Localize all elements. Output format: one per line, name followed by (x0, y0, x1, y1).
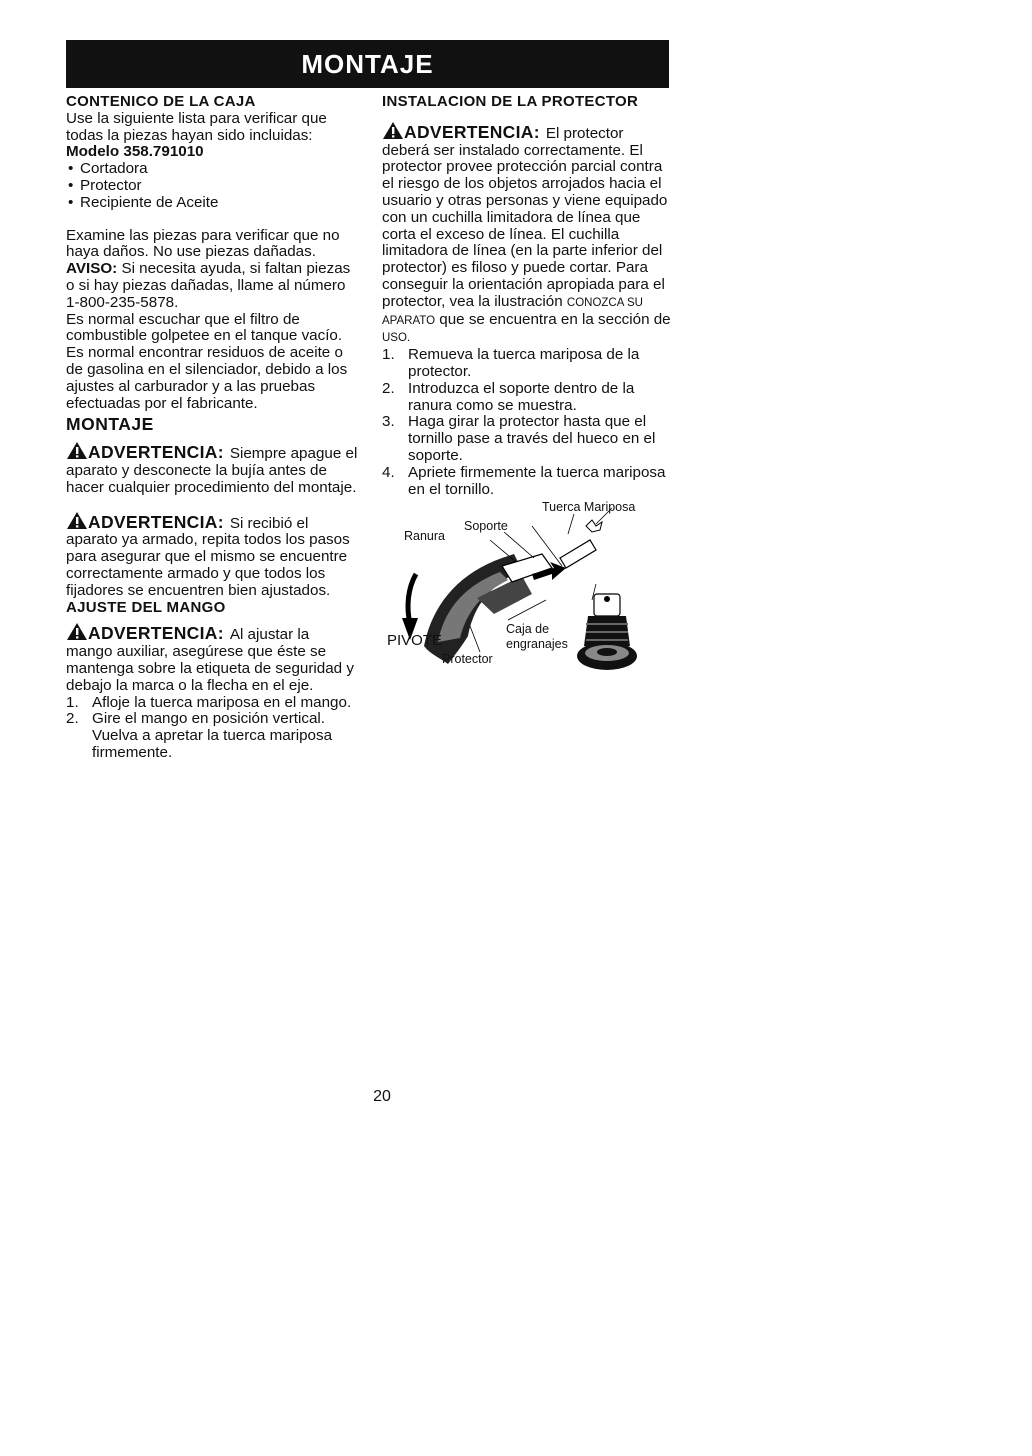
list-item: 2. Gire el mango en posición vertical. Vuelva a apretar la tuerca mariposa firmemente. (66, 710, 333, 761)
section-reference: USO. (382, 332, 411, 345)
warning-text: Si recibió el aparato ya armado, repita todos los pasos para asegurar que el mismo se encuentre correctamente armado y que todos los fijadores se encuentren bien ajustados. (66, 514, 350, 599)
pivot-label: PIVOTE (387, 632, 443, 649)
guard-label: Protector (442, 652, 493, 666)
aviso-label: AVISO: (66, 260, 118, 278)
warning-text: El protector deberá ser instalado correctamente. El protector provee protección parcial contra el riesgo de los objetos arrojados hacia el usuario y otras personas y viene equipado con un cuchilla limitadora de línea que corta el exceso de línea. El cuchilla limitadora de línea (en la parte inferior del protector) es filoso y puede cortar. Para conseguir la orientación apropiada para el protector, vea la ilustración (382, 124, 668, 310)
box-contents-heading: CONTENICO DE LA CAJA (66, 93, 256, 110)
montaje-heading: MONTAJE (66, 414, 154, 435)
warning-triangle-icon (382, 121, 404, 140)
warning-triangle-icon (66, 511, 88, 530)
warning-text: Siempre apague el aparato y desconecte la bujía antes de hacer cualquier procedimiento del montaje. (66, 445, 358, 496)
warning-block: ADVERTENCIA: El protector deberá ser instalado correctamente. El protector provee protección parcial contra el riesgo de los objetos arrojados hacia el usuario y otras personas y viene equipado con un cuchilla limitadora de línea que corta el exceso de línea. El cuchilla limitadora de línea (en la parte inferior del protector) es filoso y puede cortar. Para conseguir la orientación apropiada para el protector, vea la ilustración CONOZCA SU APARATO que se encuentra en la sección de USO. (382, 121, 671, 345)
warning-label: ADVERTENCIA: (88, 623, 224, 644)
model-number: Modelo 358.791010 (66, 143, 204, 161)
list-item: 4. Apriete firmemente la tuerca mariposa en el tornillo. (382, 463, 666, 498)
warning-text: Al ajustar la mango auxiliar, asegúrese que éste se mantenga sobre la etiqueta de seguridad y debajo la marca o la flecha en el eje. (66, 626, 354, 694)
warning-block (66, 511, 358, 600)
slot-label: Ranura (404, 529, 445, 543)
list-item: 2. Introduzca el soporte dentro de la ranura como se muestra. (382, 379, 635, 414)
support-label: Soporte (464, 519, 508, 533)
list-item: 1. Afloje la tuerca mariposa en el mango. (66, 693, 352, 711)
warning-label: ADVERTENCIA: (88, 511, 224, 532)
warning-label: ADVERTENCIA: (404, 121, 540, 142)
handle-adjust-heading: AJUSTE DEL MANGO (66, 598, 226, 616)
examine-paragraph: Examine las piezas para verificar que no haya daños. No use piezas dañadas. (66, 226, 340, 261)
aviso-text: Si necesita ayuda, si faltan piezas o si hay piezas dañadas, llame al número 1-800-235-5878. (66, 260, 351, 311)
list-item: 3. Haga girar la protector hasta que el tornillo pase a través del hueco en el soporte. (382, 413, 656, 464)
list-item: 1. Remueva la tuerca mariposa de la protector. (382, 346, 640, 380)
warning-triangle-icon (66, 441, 88, 460)
page-banner: MONTAJE (66, 40, 669, 88)
list-item: • Cortadora (66, 161, 358, 178)
guard-steps-list (382, 347, 674, 498)
gearbox-label-2: engranajes (506, 637, 568, 651)
page-number: 20 (373, 1088, 391, 1105)
normal-note-fuel-filter: Es normal escuchar que el filtro de combustible golpetee en el tanque vacío. (66, 310, 343, 345)
box-contents-list (66, 161, 358, 211)
list-item: • Recipiente de Aceite (66, 195, 358, 212)
box-contents-intro: Use la siguiente lista para verificar que todas la piezas hayan sido incluidas: (66, 109, 327, 144)
warning-block (66, 441, 358, 496)
guard-illustration (382, 496, 672, 686)
wing-nut-label: Tuerca Mariposa (542, 500, 636, 514)
normal-note-residue: Es normal encontrar residuos de aceite o de gasolina en el silenciador, debido a los ajustes al carburador y a las pruebas efectuadas por el fabricante. (66, 344, 348, 412)
section-reference: CONOZCA SU APARATO (382, 296, 643, 327)
guard-install-heading: INSTALACION DE LA PROTECTOR (382, 93, 639, 110)
warning-triangle-icon (66, 622, 88, 641)
guard-installation-diagram (382, 496, 672, 686)
aviso-paragraph (66, 261, 358, 311)
handle-steps-list (66, 695, 358, 762)
gearbox-label: Caja de (506, 622, 550, 636)
left-column (66, 94, 358, 762)
right-column (382, 94, 674, 498)
list-item: • Protector (66, 178, 358, 195)
warning-block (66, 622, 358, 694)
warning-label: ADVERTENCIA: (88, 442, 224, 463)
